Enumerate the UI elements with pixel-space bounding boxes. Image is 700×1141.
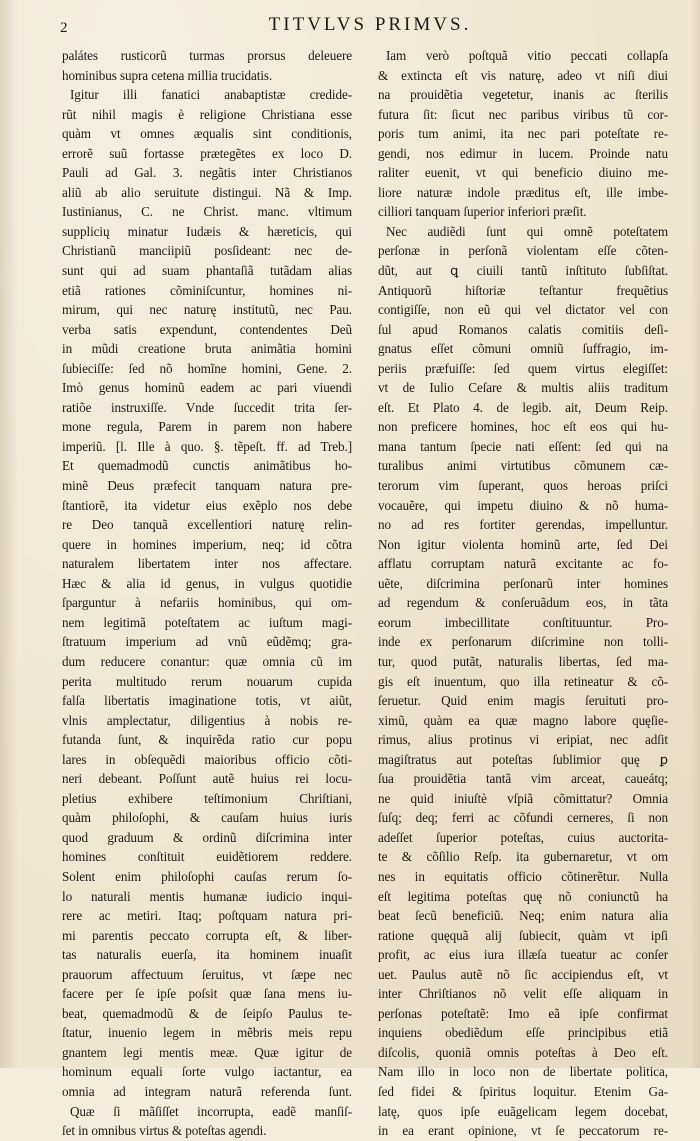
text-line: ſtatur, inuenio legem in mẽbris meis repu bbox=[62, 1025, 352, 1041]
text-line: cilliori tanquam ſuperior inferiori præſit. bbox=[378, 204, 587, 220]
text-line: hominum equali ſorte vulgo iactantur, ea bbox=[62, 1064, 352, 1080]
text-line: quere in homines imperium, neq; id cõtra bbox=[62, 536, 352, 552]
text-line: eſt legitima poteſtas quę nõ coniunctũ ha bbox=[378, 888, 668, 904]
text-line: prauorum affectuum ſeruitus, vt ſæpe nec bbox=[62, 966, 352, 982]
text-line: facere per ſe ipſe poſsit quæ ſana mens iu- bbox=[62, 986, 352, 1002]
text-line: falſa libertatis imaginatione totis, vt aiũt, bbox=[62, 693, 352, 709]
text-line: ſul apud Romanos calatis comitiis deſi- bbox=[378, 321, 668, 337]
text-line: Imò genus hominũ eadem ac pari viuendi bbox=[62, 380, 352, 396]
text-line: minẽ Deus præfecit tanquam natura pre- bbox=[62, 478, 352, 494]
text-line: sunt qui ad suam phantaſiã tutãdam alias bbox=[62, 263, 352, 279]
text-line: gnatus eſſet cõmuni omniũ ſuffragio, im- bbox=[378, 341, 668, 357]
text-line: beat, quemadmodũ & de ſeipſo Paulus te- bbox=[62, 1005, 352, 1021]
text-line: etiã rationes cõminiſcuntur, homines ni- bbox=[62, 282, 352, 298]
text-line: errorẽ suũ fortasse prætegẽtes ex loco D. bbox=[62, 145, 352, 161]
text-line: perita multitudo rerum nouarum cupida bbox=[62, 673, 352, 689]
text-line: magiſtratus aut poteſtas ſublimior quę ꝑ bbox=[378, 751, 668, 767]
text-line: poris tum animi, ita nec pari poteſtate re- bbox=[378, 126, 668, 142]
text-line: Pauli ad Gal. 3. negãtis inter Christianos bbox=[62, 165, 352, 181]
text-line: inquiens obediẽdum eſſe principibus etiã bbox=[378, 1025, 668, 1041]
text-line: aliũ ab alio seruitute distingui. Nã & Imp. bbox=[62, 184, 352, 200]
text-line: ratione quęquã alij ſubiecit, quàm vt ipſi bbox=[378, 927, 668, 943]
text-line: ne quid iniuſtè vſpiã cõmittatur? Omnia bbox=[378, 790, 668, 806]
text-line: & extincta eſt vis naturę, adeo vt niſi diui bbox=[378, 67, 668, 83]
text-line: terorum vim ſuperant, quos heroas priſci bbox=[378, 478, 668, 494]
text-line: eſt. Et Plato 4. de legib. ait, Deum Reip. bbox=[378, 399, 668, 415]
text-line: mirum, qui nec naturę institutũ, nec Pau. bbox=[62, 302, 352, 318]
text-line: rimus, alius protinus vi eripiat, nec adſit bbox=[378, 732, 668, 748]
text-line: ratiõe instruxiſſe. Vnde ſuccedit trita ſer- bbox=[62, 399, 352, 415]
text-line: imperiũ. [l. Ille à quo. §. tẽpeſt. ff. ad Treb.] bbox=[62, 438, 352, 454]
text-line: dũt, aut ꝗ ciuili tantũ inſtituto ſubſiſtat. bbox=[378, 263, 668, 279]
text-line: supplicių minatur Iudæis & hæreticis, qui bbox=[62, 223, 352, 239]
text-line: palátes rusticorũ turmas prorsus deleuere bbox=[62, 48, 352, 63]
text-line: mone regula, Parem in parem non habere bbox=[62, 419, 352, 435]
text-line: ſtratuum imperium ad vnũ eũdẽmq; gra- bbox=[62, 634, 352, 650]
text-line: ſtantiorẽ, ita videtur eius exẽplo nos debe bbox=[62, 497, 352, 513]
text-line: tur, quod putãt, naturalis libertas, ſed ma- bbox=[378, 653, 668, 669]
right-text-column bbox=[378, 46, 668, 1141]
text-line: tas naturalis euerſa, ita hominem inuaſit bbox=[62, 947, 352, 963]
text-line: Solent enim philoſophi cauſas rerum ſo- bbox=[62, 868, 352, 884]
text-line: vlnis amplectatur, diligentius à nobis re- bbox=[62, 712, 352, 728]
text-line: raliter euenit, vt qui beneficio diuino me- bbox=[378, 165, 668, 181]
text-line: turalibus animi virtutibus cõmunem cæ- bbox=[378, 458, 668, 474]
text-line: uet. Paulus autẽ nõ ſic accipiendus eſt, vt bbox=[378, 966, 668, 982]
text-line: Igitur illi fanatici anabaptistæ credide- bbox=[70, 87, 352, 103]
running-head: TITVLVS PRIMVS. bbox=[268, 14, 472, 35]
text-line: no ad res fortiter gerendas, impelluntur. bbox=[378, 517, 668, 533]
text-line: ſet in omnibus virtus & poteſtas agendi. bbox=[62, 1123, 267, 1139]
text-line: omnia ad integram naturã referenda ſunt. bbox=[62, 1083, 352, 1099]
text-line: futanda ſunt, & inquirẽda ratio cur popu bbox=[62, 732, 352, 748]
text-line: Nec audiẽdi ſunt qui omnẽ poteſtatem bbox=[386, 223, 668, 239]
text-line: inde ex perſonarum diſcrimine non tolli- bbox=[378, 634, 668, 650]
text-line: liore naturæ indole præditus eſt, ille imbe- bbox=[378, 184, 668, 200]
text-line: vocauẽre, qui impetu diuino & nõ huma- bbox=[378, 497, 668, 513]
text-line: contigiſſe, non eũ qui vel dictator vel con bbox=[378, 302, 668, 318]
text-line: gnantem legi mentis meæ. Quæ igitur de bbox=[62, 1044, 352, 1060]
text-line: na prouidẽtia vegetetur, inanis ac ſterilis bbox=[378, 87, 668, 103]
text-line: adeſſet ſuperior poteſtas, cuius auctorita- bbox=[378, 829, 668, 845]
text-line: Iustinianus, C. ne Christ. manc. vltimum bbox=[62, 204, 352, 220]
text-line: ſeruetur. Quid enim magis ſeruituti pro- bbox=[378, 693, 668, 709]
text-line: in mũdi creatione bruta animãtia homini bbox=[62, 341, 352, 357]
text-line: ſubieciſſe: ſed nõ homĩne homini, Gene. 2. bbox=[62, 360, 352, 376]
text-line: Quæ ſi mãſiſſet incorrupta, eadẽ manſiſ- bbox=[70, 1103, 352, 1119]
left-text-column bbox=[62, 46, 352, 1141]
text-line: Hæc & alia id genus, in vulgus quotidie bbox=[62, 575, 352, 591]
text-line: perſonæ in perſonã violentam eſſe cõten- bbox=[378, 243, 668, 259]
text-line: non preficere homines, hoc eſt eos qui hu- bbox=[378, 419, 668, 435]
text-line: naturalem libertatem inter nos affectare. bbox=[62, 556, 352, 572]
text-line: neri debeant. Poſſunt autẽ huius rei locu- bbox=[62, 771, 352, 787]
text-line: ſua prouidẽtia tantã vim arceat, caueátq; bbox=[378, 771, 668, 787]
text-line: hominibus supra cetena millia trucidatis. bbox=[62, 67, 273, 83]
text-line: rere ac metiri. Itaq; poſtquam natura pri- bbox=[62, 908, 352, 924]
text-line: ſuſq; deq; ferri ac cõfundi cerneres, ſi non bbox=[378, 810, 668, 826]
text-line: Non igitur violenta hominũ arte, ſed Dei bbox=[378, 536, 668, 552]
text-line: beat ſecũ beneficiũ. Neq; enim natura alia bbox=[378, 908, 668, 924]
text-line: nes in equitatis officio cõtinerẽtur. Nulla bbox=[378, 868, 668, 884]
text-line: uẽte, diſcrimina perſonarũ inter homines bbox=[378, 575, 668, 591]
text-line: latę, quos ipſe euãgelicam legem docebat, bbox=[378, 1103, 668, 1119]
text-line: perſonas poteſtatẽ: Imo eã ipſe confirmat bbox=[378, 1005, 668, 1021]
text-line: te & cõſilio Reſp. ita gubernaretur, vt om bbox=[378, 849, 668, 865]
text-line: vt de Iulio Ceſare & multis aliis traditum bbox=[378, 380, 668, 396]
text-line: nem legitimã poteſtatem ac iuſtum magi- bbox=[62, 614, 352, 630]
text-line: ſparguntur à nefariis hominibus, qui om- bbox=[62, 595, 352, 611]
text-line: mana tantum ſpecie nati eſſent: ſed qui na bbox=[378, 438, 668, 454]
text-line: periis præfuiſſe: ſed quem virtus elegiſſet: bbox=[378, 360, 668, 376]
text-line: lo naturali mentis humanæ iudicio inqui- bbox=[62, 888, 352, 904]
text-line: profit, ac eius iura illæſa tueatur ac conſer bbox=[378, 947, 668, 963]
text-line: Et quemadmodũ cunctis animãtibus ho- bbox=[62, 458, 352, 474]
text-line: rũt nihil magis è religione Christiana esse bbox=[62, 106, 352, 122]
text-line: mi parentis peccato corrupta eſt, & liber- bbox=[62, 927, 352, 943]
page-edge-shadow-left bbox=[0, 0, 18, 1068]
text-line: ximũ, quàm ea quæ magno labore quęſie- bbox=[378, 712, 668, 728]
text-line: afflatu corruptam naturã excitante ac fo- bbox=[378, 556, 668, 572]
text-line: Antiquorũ hiſtoriæ teſtantur frequẽtius bbox=[378, 282, 668, 298]
page-number: 2 bbox=[60, 20, 68, 36]
text-line: futura ſit: ſicut nec paribus viribus tũ cor- bbox=[378, 106, 668, 122]
text-line: ſed fidei & ſpiritus loquitur. Etenim Ga- bbox=[378, 1083, 668, 1099]
text-line: re Deo tanquã excellentiori naturę relin- bbox=[62, 517, 352, 533]
text-line: dum reducere conantur: quæ omnia cũ im bbox=[62, 653, 352, 669]
text-line: Christianũ manciipiũ posſideant: nec de- bbox=[62, 243, 352, 259]
text-line: quàm philoſophi, & cauſam huius iuris bbox=[62, 810, 352, 826]
text-line: inter Chriſtianos nõ velit eſſe aliquam in bbox=[378, 986, 668, 1002]
text-line: gis eſt inuentum, quo illa retineatur & cõ- bbox=[378, 673, 668, 689]
text-line: ad regendum & conſeruãdum eos, in tãta bbox=[378, 595, 668, 611]
text-line: diſcolis, quoniã omnis poteſtas à Deo eſt. bbox=[378, 1044, 668, 1060]
text-line: gendi, nos edimur in lucem. Proinde natu bbox=[378, 145, 668, 161]
text-line: Nam illo in loco non de libertate politica, bbox=[378, 1064, 668, 1080]
text-line: in ea erant opinione, vt ſe peccatorum re- bbox=[378, 1123, 668, 1139]
text-line: eorum imbecillitate conſtituuntur. Pro- bbox=[378, 614, 668, 630]
page-edge-shadow-right bbox=[690, 0, 700, 1068]
text-line: quàm vt omnes æqualis sint conditionis, bbox=[62, 126, 352, 142]
text-line: verba satis expendunt, contendentes Deũ bbox=[62, 321, 352, 337]
text-line: homines conſtituit euidẽtiorem reddere. bbox=[62, 849, 352, 865]
text-line: pletius exhibere teſtimonium Chriſtiani, bbox=[62, 790, 352, 806]
text-line: Iam verò poſtquã vitio peccati collapſa bbox=[386, 48, 668, 63]
text-line: quod graduum & ordinũ diſcrimina inter bbox=[62, 829, 352, 845]
text-line: lares in obſequẽdi maioribus officio cõti- bbox=[62, 751, 352, 767]
